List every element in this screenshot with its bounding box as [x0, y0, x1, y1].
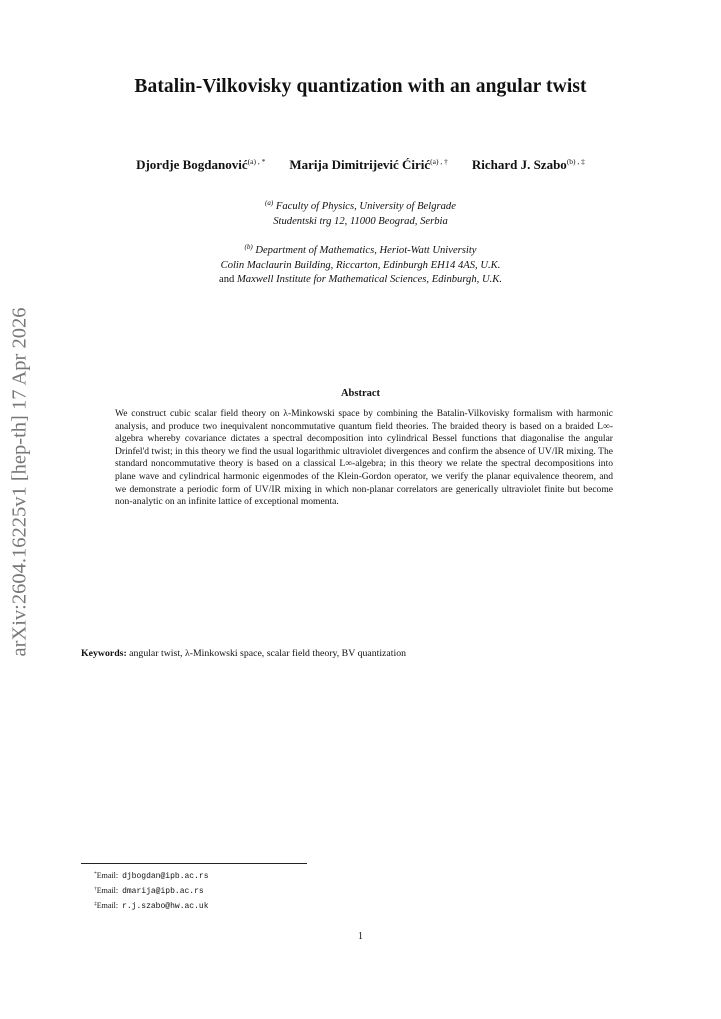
author-1 — [136, 157, 265, 173]
affiliation-a — [0, 196, 721, 229]
author-mark: (b) , ‡ — [566, 157, 585, 166]
abstract-heading: Abstract — [340, 388, 381, 399]
abstract-text: We construct cubic scalar field theory on λ-Minkowski space by combining the Batalin-Vilkovisky formalism with harmonic analysis, and produce two inequivalent noncommutative quantum field theories. The braided theory is based on a braided L∞-algebra whereby covariance dictates a spectral decomposition into cylindrical Bessel functions that diagonalise the angular Drinfel'd twist; in this theory we find the usual logarithmic ultraviolet divergences and confirm the absence of UV/IR mixing. The standard noncommutative theory is based on a classical L∞-algebra; in this theory we relate the spectral decompositions into plane wave and cylindrical harmonic eigenmodes of the Klein-Gordon operator, we verify the planar equivalence theorem, and we demonstrate a periodic form of UV/IR mixing in which non-planar correlators are generically ultraviolet finite but become non-analytic on an infinite lattice of exceptional momenta. — [115, 408, 613, 508]
email-link[interactable]: dmarija@ipb.ac.rs — [122, 887, 204, 896]
affiliation-a-line2: Studentski trg 12, 11000 Beograd, Serbia — [273, 215, 448, 227]
author-mark: (a) , † — [430, 157, 448, 166]
affiliation-b-line2: Colin Maclaurin Building, Riccarton, Edinburgh EH14 4AS, U.K. — [220, 259, 501, 271]
arxiv-stamp-text: arXiv:2604.16225v1 [hep-th] 17 Apr 2026 — [8, 307, 31, 657]
keywords — [81, 648, 406, 659]
affiliation-b — [0, 240, 721, 288]
author-2 — [289, 157, 447, 173]
keywords-text: angular twist, λ-Minkowski space, scalar field theory, BV quantization — [129, 648, 406, 659]
email-link[interactable]: djbogdan@ipb.ac.rs — [122, 872, 209, 881]
affiliation-mark: (a) — [265, 199, 274, 207]
footnotes — [94, 868, 209, 913]
footnote-2: †Email: dmarija@ipb.ac.rs — [94, 886, 204, 896]
paper-title: Batalin-Vilkovisky quantization with an angular twist — [134, 76, 587, 97]
affiliation-mark: (b) — [244, 243, 253, 251]
affiliation-b-line1: $^{(b)}$ Department of Mathematics, Heriot-Watt University — [244, 243, 477, 256]
affiliation-a-line1: $^{(a)}$ Faculty of Physics, University of Belgrade — [265, 199, 456, 212]
author-name: Marija Dimitrijević Ćirić — [289, 157, 431, 172]
author-3 — [472, 157, 585, 173]
keywords-label: Keywords: — [81, 648, 127, 659]
author-mark: (a) , * — [247, 157, 266, 166]
footnote-rule — [81, 863, 307, 864]
author-name: Djordje Bogdanović — [136, 157, 248, 172]
email-link[interactable]: r.j.szabo@hw.ac.uk — [122, 902, 209, 911]
footnote-1: *Email: djbogdan@ipb.ac.rs — [94, 871, 209, 881]
author-name: Richard J. Szabo — [471, 157, 567, 172]
author-list — [0, 157, 721, 173]
affiliation-b-line3: and Maxwell Institute for Mathematical Sciences, Edinburgh, U.K. — [219, 274, 502, 285]
page-number: 1 — [358, 931, 363, 942]
footnote-3: ‡Email: r.j.szabo@hw.ac.uk — [94, 901, 209, 911]
affiliation-b-and: and — [219, 274, 235, 285]
